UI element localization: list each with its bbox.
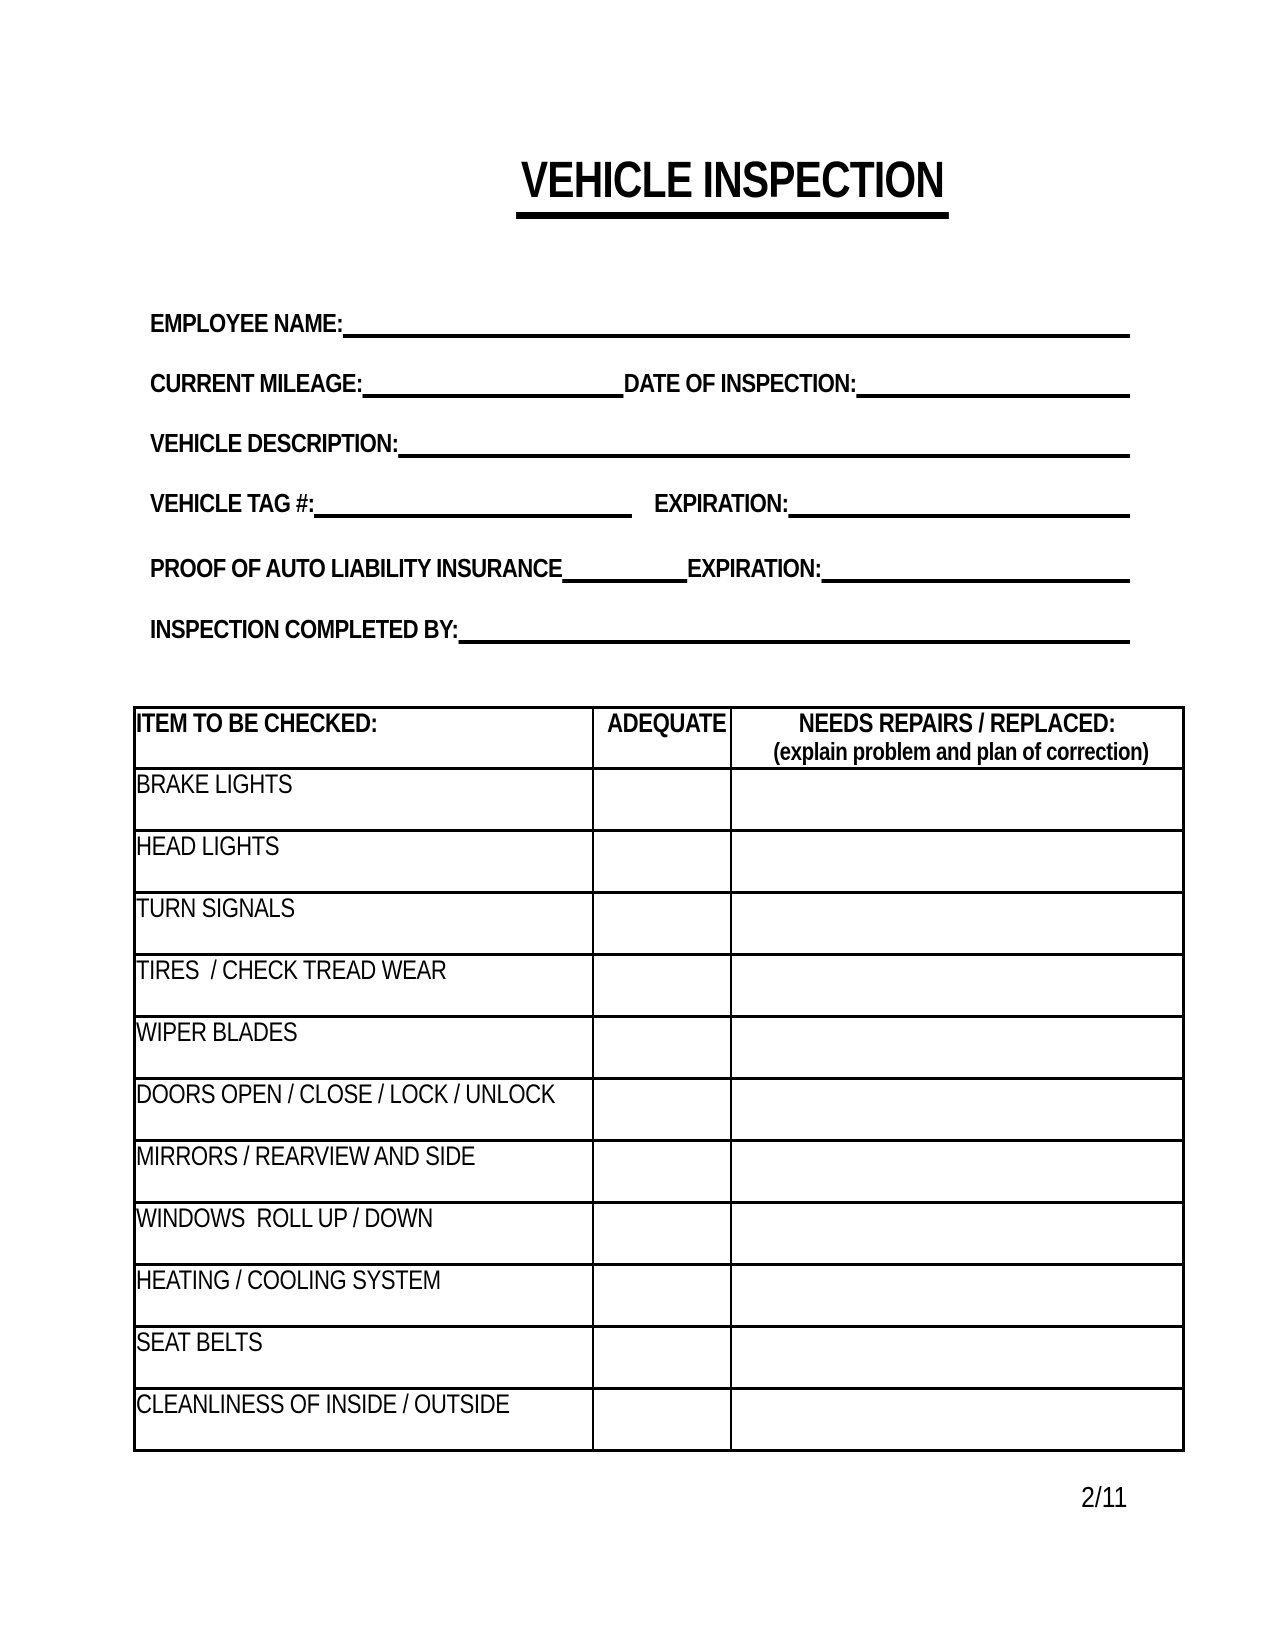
- item-cell: [135, 1327, 593, 1389]
- checklist-body: [135, 769, 1184, 1451]
- current-mileage-blank-line: [363, 394, 624, 398]
- item-cell: [135, 769, 593, 831]
- adequate-blank-cell: [593, 831, 731, 893]
- repairs-column-header: [731, 708, 1184, 769]
- vehicle-tag-blank-line: [314, 514, 632, 518]
- item-label: HEATING / COOLING SYSTEM: [136, 1265, 441, 1295]
- item-header-label: ITEM TO BE CHECKED:: [136, 708, 378, 738]
- item-cell: [135, 955, 593, 1017]
- completed-by-label: INSPECTION COMPLETED BY:: [150, 614, 459, 644]
- checklist-row: [135, 955, 1184, 1017]
- item-label: MIRRORS / REARVIEW AND SIDE: [136, 1141, 476, 1171]
- checklist-row: [135, 1203, 1184, 1265]
- checklist-row: [135, 893, 1184, 955]
- item-label: TURN SIGNALS: [136, 893, 295, 923]
- completed-by-row: [150, 606, 1130, 644]
- checklist-header-row: [135, 708, 1184, 769]
- repairs-blank-cell: [731, 1203, 1184, 1265]
- date-of-inspection-blank-line: [856, 394, 1130, 398]
- item-cell: [135, 831, 593, 893]
- item-label: SEAT BELTS: [136, 1327, 263, 1357]
- checklist-row: [135, 1389, 1184, 1451]
- repairs-blank-cell: [731, 1017, 1184, 1079]
- item-label: DOORS OPEN / CLOSE / LOCK / UNLOCK: [136, 1079, 556, 1109]
- vehicle-tag-label: VEHICLE TAG #:: [150, 488, 315, 518]
- insurance-blank-line: [562, 579, 687, 583]
- checklist-row: [135, 831, 1184, 893]
- checklist-row: [135, 769, 1184, 831]
- item-cell: [135, 1141, 593, 1203]
- checklist-row: [135, 1141, 1184, 1203]
- adequate-header-label: ADEQUATE: [606, 708, 726, 738]
- date-of-inspection-label: DATE OF INSPECTION:: [623, 368, 857, 398]
- repairs-blank-cell: [731, 955, 1184, 1017]
- adequate-blank-cell: [593, 769, 731, 831]
- repairs-blank-cell: [731, 831, 1184, 893]
- item-label: TIRES / CHECK TREAD WEAR: [136, 955, 447, 985]
- repairs-header-label: NEEDS REPAIRS / REPLACED:: [798, 708, 1116, 738]
- item-cell: [135, 1079, 593, 1141]
- current-mileage-label: CURRENT MILEAGE:: [150, 368, 363, 398]
- insurance-label: PROOF OF AUTO LIABILITY INSURANCE: [150, 553, 563, 583]
- vehicle-description-row: [150, 420, 1130, 458]
- page-number: [1073, 1482, 1127, 1514]
- checklist-row: [135, 1327, 1184, 1389]
- vehicle-description-label: VEHICLE DESCRIPTION:: [150, 428, 399, 458]
- insurance-row: [150, 545, 1130, 583]
- repairs-blank-cell: [731, 1141, 1184, 1203]
- item-label: WINDOWS ROLL UP / DOWN: [136, 1203, 433, 1233]
- page-title: VEHICLE INSPECTION: [516, 153, 949, 219]
- repairs-blank-cell: [731, 1327, 1184, 1389]
- insurance-expiration-label: EXPIRATION:: [687, 553, 822, 583]
- adequate-blank-cell: [593, 893, 731, 955]
- adequate-blank-cell: [593, 1327, 731, 1389]
- item-cell: [135, 1389, 593, 1451]
- employee-name-blank-line: [343, 334, 1130, 338]
- checklist-row: [135, 1265, 1184, 1327]
- item-cell: [135, 1265, 593, 1327]
- insurance-expiration-blank-line: [821, 579, 1130, 583]
- item-label: BRAKE LIGHTS: [136, 769, 293, 799]
- vehicle-tag-row: [150, 480, 1130, 518]
- adequate-blank-cell: [593, 1389, 731, 1451]
- checklist-row: [135, 1079, 1184, 1141]
- adequate-column-header: [593, 708, 731, 769]
- employee-name-row: [150, 300, 1130, 338]
- vehicle-description-blank-line: [398, 454, 1130, 458]
- repairs-blank-cell: [731, 769, 1184, 831]
- item-cell: [135, 1203, 593, 1265]
- repairs-blank-cell: [731, 1265, 1184, 1327]
- adequate-blank-cell: [593, 1265, 731, 1327]
- item-cell: [135, 893, 593, 955]
- item-label: HEAD LIGHTS: [136, 831, 280, 861]
- repairs-blank-cell: [731, 1079, 1184, 1141]
- item-cell: [135, 1017, 593, 1079]
- repairs-header-note: (explain problem and plan of correction): [772, 738, 1149, 766]
- checklist-row: [135, 1017, 1184, 1079]
- adequate-blank-cell: [593, 1017, 731, 1079]
- adequate-blank-cell: [593, 1079, 731, 1141]
- page-number-text: 2/11: [1080, 1482, 1127, 1514]
- item-column-header: [135, 708, 593, 769]
- inspection-checklist-table: [133, 706, 1185, 1452]
- completed-by-blank-line: [458, 640, 1130, 644]
- employee-name-label: EMPLOYEE NAME:: [150, 308, 344, 338]
- item-label: CLEANLINESS OF INSIDE / OUTSIDE: [136, 1389, 510, 1419]
- adequate-blank-cell: [593, 1203, 731, 1265]
- title-row: [0, 153, 1275, 219]
- tag-expiration-label: EXPIRATION:: [654, 488, 789, 518]
- tag-expiration-blank-line: [788, 514, 1130, 518]
- mileage-inspection-date-row: [150, 360, 1130, 398]
- item-label: WIPER BLADES: [136, 1017, 298, 1047]
- adequate-blank-cell: [593, 1141, 731, 1203]
- adequate-blank-cell: [593, 955, 731, 1017]
- repairs-blank-cell: [731, 1389, 1184, 1451]
- repairs-blank-cell: [731, 893, 1184, 955]
